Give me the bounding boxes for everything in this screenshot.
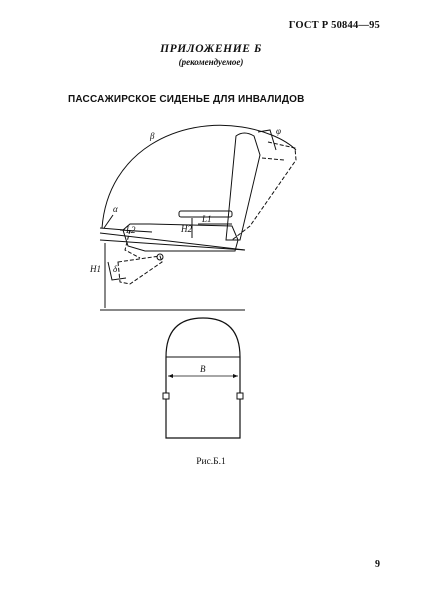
label-delta: δ <box>113 264 118 274</box>
label-l1: L1 <box>202 214 212 224</box>
side-clamp-right <box>237 393 243 399</box>
appendix-title: ПРИЛОЖЕНИЕ Б <box>160 43 262 55</box>
label-alpha: α <box>113 204 118 214</box>
footrest-folded <box>118 256 162 284</box>
side-clamp-left <box>163 393 169 399</box>
seat-front-view <box>166 318 240 438</box>
label-b: B <box>200 364 206 374</box>
page-number: 9 <box>375 559 380 570</box>
appendix-note: (рекомендуемое) <box>178 57 244 67</box>
section-title: ПАССАЖИРСКОЕ СИДЕНЬЕ ДЛЯ ИНВАЛИДОВ <box>68 94 305 105</box>
label-l2: L2 <box>126 225 136 235</box>
label-h2: H2 <box>181 224 192 234</box>
label-beta: β <box>150 131 155 141</box>
figure-caption: Рис.Б.1 <box>196 457 226 467</box>
label-h1: H1 <box>90 264 101 274</box>
seat-back-reclined <box>232 142 296 240</box>
beta-arc <box>102 125 296 228</box>
label-phi: φ <box>276 126 281 136</box>
document-standard-number: ГОСТ Р 50844—95 <box>288 20 380 31</box>
